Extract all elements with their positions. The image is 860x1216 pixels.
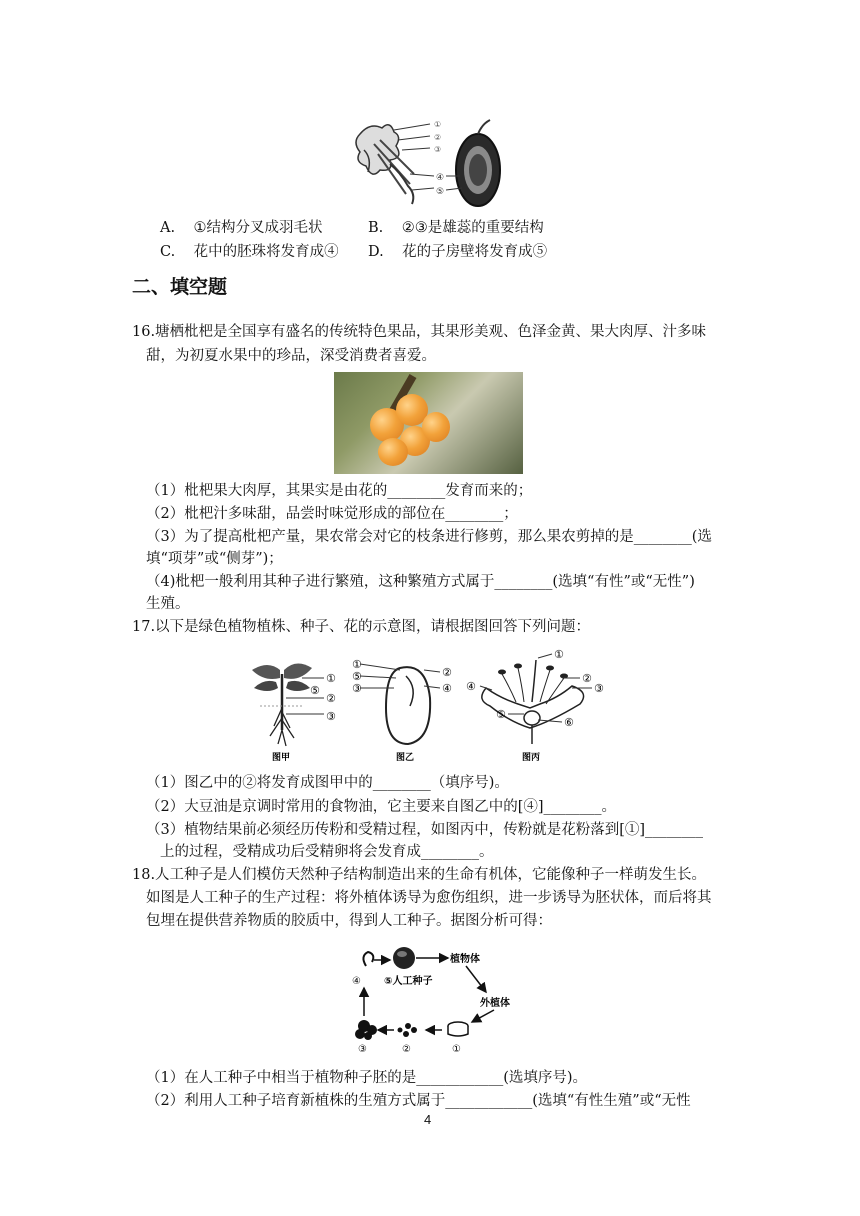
fig-jia xyxy=(252,663,336,763)
fig-yi-title: 图乙 xyxy=(396,753,415,763)
loquat-photo xyxy=(334,372,523,474)
option-d-letter: D. xyxy=(368,244,384,260)
fig-bing-label-2: ② xyxy=(582,672,592,685)
option-d-text: 花的子房壁将发育成⑤ xyxy=(402,244,548,260)
explant-label: 外植体 xyxy=(480,998,510,1009)
q15-label-1: ① xyxy=(434,120,442,129)
fig-yi-label-5: ⑤ xyxy=(352,670,362,683)
q16-sub-3-cont: 填“项芽”或“侧芽”)； xyxy=(146,551,283,567)
q17-sub-3: （3）植物结果前必须经历传粉和受精过程，如图丙中，传粉就是花粉落到[①]________ xyxy=(146,822,704,838)
option-b xyxy=(368,218,544,238)
step-label-2: ② xyxy=(402,1044,411,1055)
step-label-1: ① xyxy=(452,1044,461,1055)
q16-sub-1: （1）枇杷果大肉厚，其果实是由花的________发育而来的； xyxy=(146,483,533,499)
q16-sub-2: （2）枇杷汁多味甜，品尝时味觉形成的部位在________； xyxy=(146,506,518,522)
q18-sub-1: （1）在人工种子中相当于植物种子胚的是____________(选填序号)。 xyxy=(146,1070,588,1086)
q15-label-2: ② xyxy=(434,133,442,142)
fig-bing-label-1: ① xyxy=(554,648,564,661)
q17-stem: 17.以下是绿色植物植株、种子、花的示意图，请根据图回答下列问题： xyxy=(132,619,591,635)
page-number: 4 xyxy=(424,1112,432,1127)
fig-bing xyxy=(466,648,604,763)
option-d xyxy=(368,242,547,262)
fig-yi-label-1: ① xyxy=(352,658,362,671)
q17-sub-3-cont: 上的过程，受精成功后受精卵将会发育成________。 xyxy=(160,844,494,860)
option-c-text: 花中的胚珠将发育成④ xyxy=(193,244,339,260)
q15-label-4: ④ xyxy=(436,173,445,183)
option-a xyxy=(160,218,323,238)
q16-stem-line-1: 16.塘栖枇杷是全国享有盛名的传统特色果品，其果形美观、色泽金黄、果大肉厚、汁多味 xyxy=(132,324,707,340)
step-label-4: ④ xyxy=(352,976,361,987)
artificial-seed-diagram xyxy=(338,942,530,1058)
fig-yi-label-4: ④ xyxy=(442,682,452,695)
q18-stem-line-1: 18.人工种子是人们模仿天然种子结构制造出来的生命有机体，它能像种子一样萌发生长。 xyxy=(132,867,707,883)
option-b-text: ②③是雄蕊的重要结构 xyxy=(401,220,544,236)
option-a-text: ①结构分叉成羽毛状 xyxy=(193,220,323,236)
q18-stem-line-3: 包埋在提供营养物质的胶质中，得到人工种子。据图分析可得： xyxy=(146,913,552,929)
fig-bing-title: 图丙 xyxy=(522,753,541,763)
q15-label-3: ③ xyxy=(434,145,442,154)
option-c xyxy=(160,242,339,262)
option-b-letter: B. xyxy=(368,220,384,236)
section-title: 二、填空题 xyxy=(132,276,228,298)
q16-sub-3: （3）为了提高枇杷产量，果农常会对它的枝条进行修剪，那么果农剪掉的是________(选 xyxy=(146,529,712,545)
plant-label: 植物体 xyxy=(450,954,480,965)
seed-label: ⑤人工种子 xyxy=(384,976,433,987)
option-c-letter: C. xyxy=(160,244,176,260)
q18-stem-line-2: 如图是人工种子的生产过程：将外植体诱导为愈伤组织，进一步诱导为胚状体，而后将其 xyxy=(146,890,712,906)
step-label-3: ③ xyxy=(358,1044,367,1055)
q16-stem-line-2: 甜，为初夏水果中的珍品，深受消费者喜爱。 xyxy=(146,348,436,364)
fig-bing-label-4: ④ xyxy=(466,680,476,693)
fig-jia-label-3: ③ xyxy=(326,710,336,723)
q16-sub-4: （4)枇杷一般利用其种子进行繁殖，这种繁殖方式属于________(选填“有性”或“无性”) xyxy=(146,574,695,590)
option-a-letter: A. xyxy=(160,220,176,236)
q17-figures xyxy=(240,648,620,766)
q17-sub-2: （2）大豆油是京调时常用的食物油，它主要来自图乙中的[④]________。 xyxy=(146,799,617,815)
fig-jia-label-5: ⑤ xyxy=(310,684,320,697)
q15-label-5: ⑤ xyxy=(436,187,445,197)
q16-sub-4-cont: 生殖。 xyxy=(146,596,190,612)
fig-bing-label-6: ⑥ xyxy=(564,716,574,729)
fig-jia-label-2: ② xyxy=(326,692,336,705)
fig-yi-label-2: ② xyxy=(442,666,452,679)
fig-jia-title: 图甲 xyxy=(272,753,291,763)
fig-bing-label-3: ③ xyxy=(594,682,604,695)
fig-bing-label-5: ⑤ xyxy=(496,708,506,721)
q15-figure xyxy=(350,114,510,210)
fig-yi-label-3: ③ xyxy=(352,682,362,695)
q18-sub-2: （2）利用人工种子培育新植株的生殖方式属于____________(选填“有性生殖”或“无性 xyxy=(146,1093,691,1109)
fig-jia-label-1: ① xyxy=(326,672,336,685)
fig-yi xyxy=(352,658,452,763)
q17-sub-1: （1）图乙中的②将发育成图甲中的________（填序号)。 xyxy=(146,775,509,791)
